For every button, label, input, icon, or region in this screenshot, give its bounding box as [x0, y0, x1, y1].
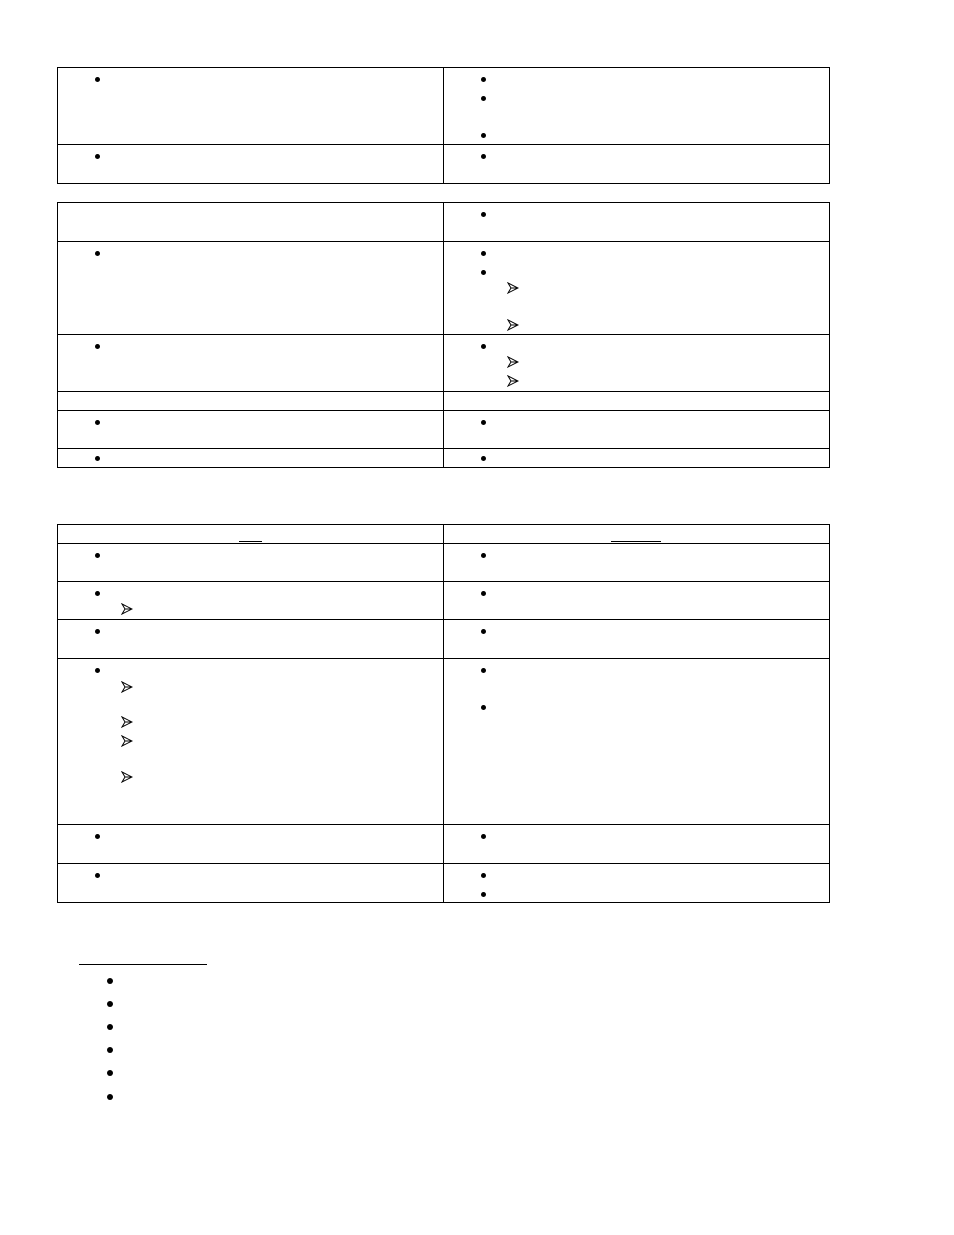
bullet-icon [107, 978, 113, 984]
header-underline [239, 541, 262, 542]
table-cell [444, 620, 830, 659]
bullet-icon [95, 154, 100, 159]
bullet-icon [481, 420, 486, 425]
bullet-icon [107, 1001, 113, 1007]
bullet-icon [481, 133, 486, 138]
bullet-icon [107, 1094, 113, 1100]
table-row [58, 411, 830, 449]
table-row [58, 203, 830, 242]
bullet-icon [95, 629, 100, 634]
table-cell [444, 864, 830, 903]
table-row [58, 242, 830, 335]
bullet-icon [107, 1024, 113, 1030]
arrow-bullet-icon [507, 282, 519, 294]
table-cell [58, 825, 444, 864]
table-cell [58, 203, 444, 242]
table-cell [58, 659, 444, 825]
bullet-icon [481, 892, 486, 897]
table-cell [444, 659, 830, 825]
arrow-bullet-icon [507, 356, 519, 368]
table-1 [57, 67, 830, 184]
bullet-icon [481, 77, 486, 82]
bullet-icon [481, 154, 486, 159]
table-cell [444, 449, 830, 468]
table-cell [444, 411, 830, 449]
table-cell [58, 544, 444, 582]
table-cell [444, 68, 830, 145]
table-row [58, 864, 830, 903]
table-row [58, 659, 830, 825]
table-header-cell [444, 525, 830, 544]
table-cell [58, 145, 444, 184]
header-underline [611, 541, 661, 542]
bullet-icon [95, 456, 100, 461]
table-cell [444, 335, 830, 392]
bullet-icon [481, 251, 486, 256]
table-row [58, 620, 830, 659]
bullet-icon [95, 591, 100, 596]
bullet-icon [481, 212, 486, 217]
table-row [58, 544, 830, 582]
table-3 [57, 524, 830, 903]
bullet-icon [481, 834, 486, 839]
arrow-bullet-icon [507, 319, 519, 331]
arrow-bullet-icon [121, 771, 133, 783]
table-cell [58, 335, 444, 392]
arrow-bullet-icon [121, 603, 133, 615]
table-cell [444, 203, 830, 242]
table-cell [444, 582, 830, 620]
arrow-bullet-icon [121, 681, 133, 693]
table-cell [444, 544, 830, 582]
table-cell [444, 145, 830, 184]
bullet-icon [95, 251, 100, 256]
table-header-row [58, 525, 830, 544]
bullet-icon [481, 873, 486, 878]
table-row [58, 392, 830, 411]
bullet-icon [481, 668, 486, 673]
bullet-icon [481, 96, 486, 101]
table-2 [57, 202, 830, 468]
bullet-icon [481, 456, 486, 461]
table-header-cell [58, 525, 444, 544]
table-row [58, 335, 830, 392]
table-cell [58, 411, 444, 449]
bullet-icon [95, 834, 100, 839]
table-row [58, 825, 830, 864]
table-cell [58, 242, 444, 335]
arrow-bullet-icon [121, 716, 133, 728]
table-cell [58, 68, 444, 145]
bullet-icon [95, 553, 100, 558]
table-row [58, 449, 830, 468]
table-cell [444, 242, 830, 335]
table-cell [444, 392, 830, 411]
table-cell [444, 825, 830, 864]
bullet-icon [107, 1070, 113, 1076]
bullet-icon [95, 873, 100, 878]
table-row [58, 68, 830, 145]
bullet-icon [481, 705, 486, 710]
bullet-icon [481, 344, 486, 349]
table-cell [58, 582, 444, 620]
bullet-icon [481, 270, 486, 275]
bullet-icon [95, 77, 100, 82]
table-row [58, 145, 830, 184]
bullet-icon [481, 629, 486, 634]
arrow-bullet-icon [121, 735, 133, 747]
bullet-icon [95, 344, 100, 349]
table-cell [58, 864, 444, 903]
table-row [58, 582, 830, 620]
section-heading-underline [79, 964, 207, 965]
table-cell [58, 392, 444, 411]
arrow-bullet-icon [507, 375, 519, 387]
bullet-icon [107, 1047, 113, 1053]
bullet-icon [95, 668, 100, 673]
table-cell [58, 449, 444, 468]
bullet-icon [95, 420, 100, 425]
table-cell [58, 620, 444, 659]
bullet-icon [481, 553, 486, 558]
bullet-icon [481, 591, 486, 596]
